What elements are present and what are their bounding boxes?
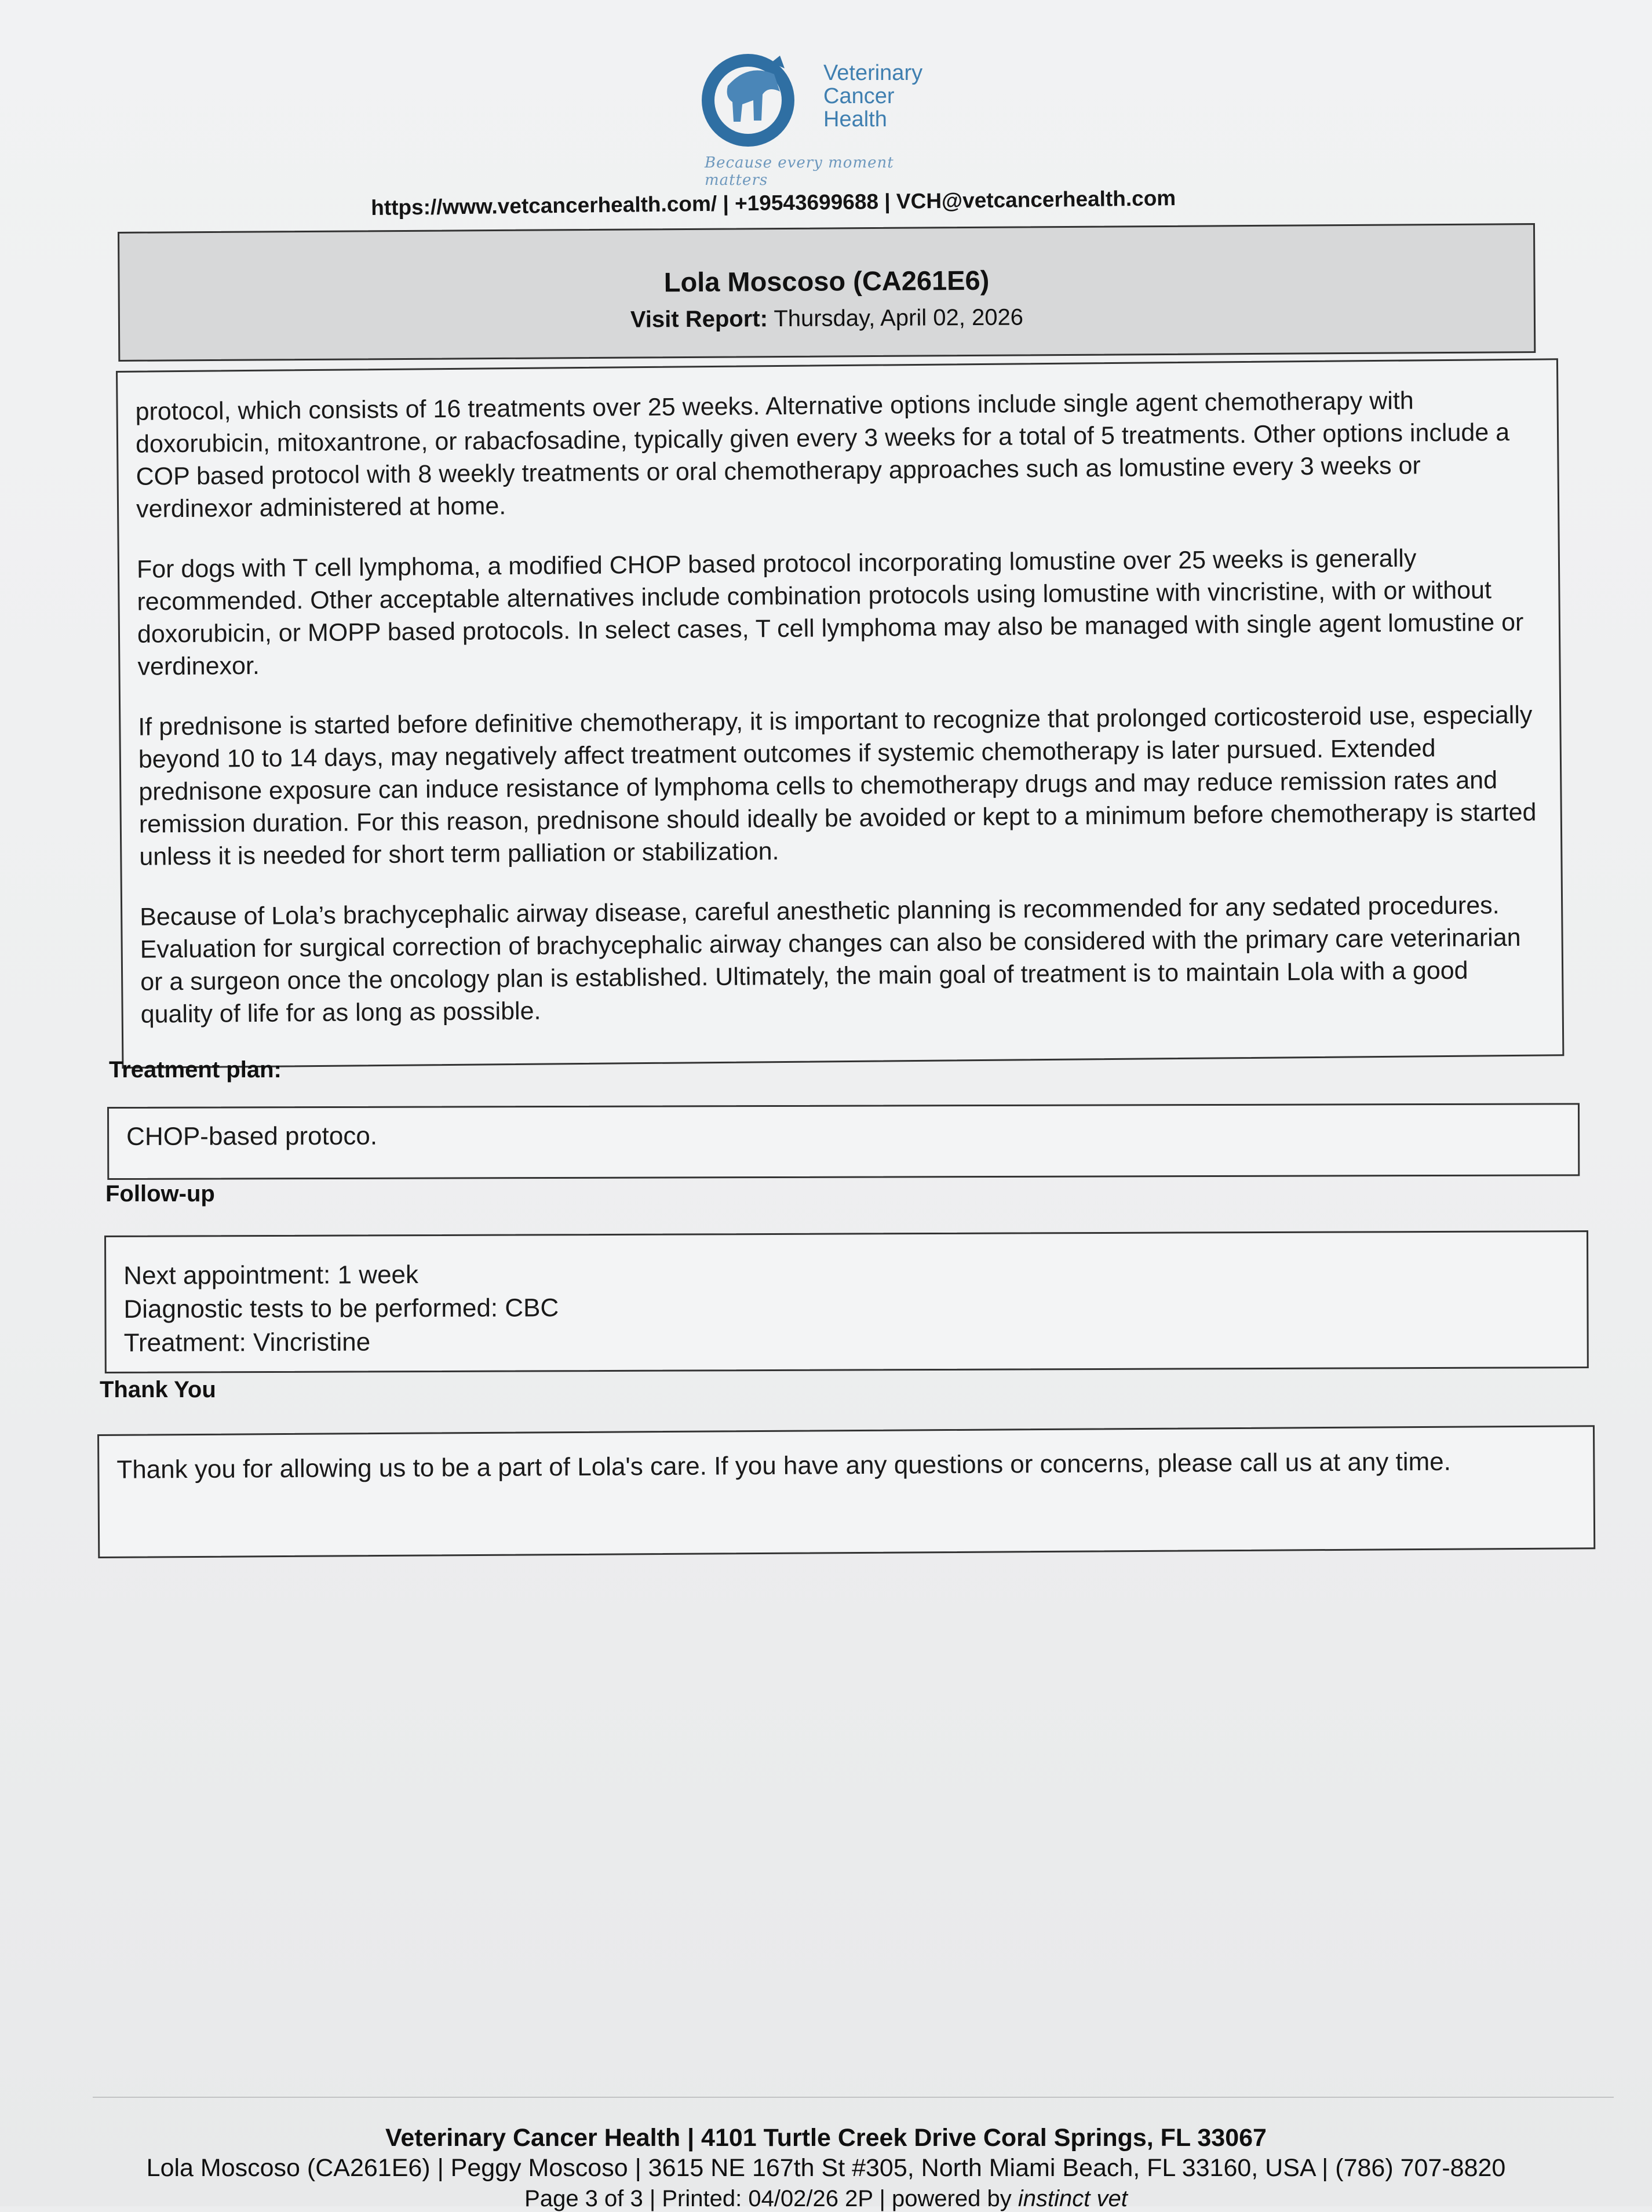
notes-paragraph-4: Because of Lola’s brachycephalic airway disease, careful anesthetic planning is recommended for any sedated procedures. Evaluation for surgical correction of brachycephalic airway changes can also be considered with the primary care veterinarian or a surgeon once the oncology plan is established. Ultimately, the main goal of treatment is to maintain Lola with a good quality of life for as long as possible. <box>140 891 1521 1029</box>
thank-you-label: Thank You <box>100 1377 216 1402</box>
dog-silhouette-logo-icon <box>693 51 815 150</box>
footer-page-info <box>0 2186 1652 2212</box>
logo-line-1: Veterinary <box>823 61 923 85</box>
follow-up-label: Follow-up <box>105 1181 215 1207</box>
footer-divider <box>93 2097 1614 2098</box>
clinic-logo <box>693 51 954 189</box>
follow-up-box <box>104 1230 1589 1373</box>
notes-paragraph-2: For dogs with T cell lymphoma, a modified CHOP based protocol incorporating lomustine over 25 weeks is generally recommended. Other acceptable alternatives include combination protocols using lomustine with vincristine, with or without doxorubicin, or MOPP based protocols. In select cases, T cell lymphoma may also be managed with single agent lomustine or verdinexor. <box>136 544 1524 681</box>
follow-up-diagnostic-tests: Diagnostic tests to be performed: CBC <box>123 1293 559 1324</box>
treatment-plan-label: Treatment plan: <box>109 1057 282 1083</box>
logo-line-2: Cancer <box>823 84 895 108</box>
footer-page-number: Page 3 of 3 | Printed: 04/02/26 2P | powered by <box>524 2186 1012 2211</box>
footer-powered-by: instinct vet <box>1018 2186 1128 2211</box>
footer-clinic-address: Veterinary Cancer Health | 4101 Turtle Creek Drive Coral Springs, FL 33067 <box>385 2124 1267 2152</box>
clinic-contact-line: https://www.vetcancerhealth.com/ | +19543699688 | VCH@vetcancerhealth.com <box>371 186 1176 220</box>
clinical-notes <box>116 358 1564 1069</box>
logo-tagline: Because every moment matters <box>705 154 894 189</box>
visit-report-line <box>120 301 1534 336</box>
thank-you-box <box>97 1425 1595 1558</box>
patient-name: Lola Moscoso (CA261E6) <box>663 264 990 298</box>
treatment-plan-text: CHOP-based protoco. <box>126 1121 378 1151</box>
notes-paragraph-3: If prednisone is started before definitive chemotherapy, it is important to recognize that prolonged corticosteroid use, especially beyond 10 to 14 days, may negatively affect treatment outcomes if systemic chemotherapy is later pursued. Extended prednisone exposure can induce resistance of lymphoma cells to chemotherapy drugs and may reduce remission rates and remission duration. For this reason, prednisone should ideally be avoided or kept to a minimum before chemotherapy is started unless it is needed for short term palliation or stabilization. <box>138 701 1537 871</box>
notes-paragraph-1: protocol, which consists of 16 treatments over 25 weeks. Alternative options include single agent chemotherapy with doxorubicin, mitoxantrone, or rabacfosadine, typically given every 3 weeks for a total of 5 treatments. Other options include a COP based protocol with 8 weekly treatments or oral chemotherapy approaches such as lomustine every 3 weeks or verdinexor administered at home. <box>135 387 1510 523</box>
follow-up-treatment: Treatment: Vincristine <box>123 1328 371 1357</box>
visit-date: Thursday, April 02, 2026 <box>774 304 1024 332</box>
logo-line-3: Health <box>823 107 887 132</box>
treatment-plan-box <box>107 1103 1580 1180</box>
thank-you-text: Thank you for allowing us to be a part of Lola's care. If you have any questions or concerns, please call us at any time. <box>116 1447 1452 1484</box>
footer-client-info: Lola Moscoso (CA261E6) | Peggy Moscoso | 3615 NE 167th St #305, North Miami Beach, FL 33160, USA | (786) 707-8820 <box>146 2154 1506 2182</box>
visit-report-label: Visit Report: <box>630 306 768 333</box>
clinic-logo-wordmark <box>823 61 922 131</box>
report-header <box>118 223 1536 362</box>
follow-up-next-appointment: Next appointment: 1 week <box>123 1260 419 1290</box>
